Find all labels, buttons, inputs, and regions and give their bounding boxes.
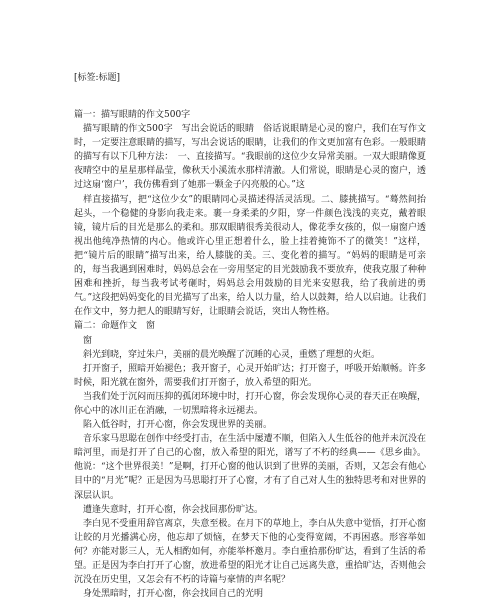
paragraph: 当我们处于沉闷而压抑的孤闭环境中时，打开心窗，你会发现你心灵的春天正在唤醒，你心中的冰川正在消融，一切黑暗将永远褪去。 [74,391,426,416]
tag-label: [标签:标题] [74,73,121,83]
paragraph: 身处黑暗时，打开心窗，你会找回自己的光明 [74,589,264,600]
section-heading: 篇一：描写眼睛的作文500字 [74,110,191,120]
document-body [74,108,426,601]
paragraph: 描写眼睛的作文500字 写出会说话的眼睛 俗话说眼睛是心灵的窗户，我们在写作文时，一定要注意眼睛的描写，写出会说话的眼睛，让我们的作文更加富有色彩。一般眼睛的描写有以下几种方法： 一、直接描写。“我眼前的这位少女异常美丽。一双大眼睛像夏夜晴空中的星星那样晶莹，像秋天小溪流水那样清澈。人们常说，眼睛是心灵的窗户，透过这扇‘窗户’，我仿佛看到了她那一颗金子闪亮般的心。”这 [74,124,426,191]
paragraph: 李白见不受重用辞官离京，失意至极。在月下的草地上，李白从失意中觉悟，打开心窗让皎的月光播满心房，他忘却了烦恼，在梦天下他的心变得宽阔，不再困惑。形容举如何？亦能对影三人，无人相酌如何，亦能举杯邀月。李白重拾那份旷达，看到了生活的希望。正是因为李白打开了心窗，放进希望的阳光才让自己远离失意，重拾旷达，否则他会沉没在历史里，又怎会有不朽的诗篇与豪情的声名呢？ [74,518,426,586]
paragraph: 样直接描写，把“这位少女”的眼睛同心灵描述得活灵活现。二、膝挑描写。“蓦然间抬起头，一个稳健的身影向我走来。裹一身柔柔的夕阳，穿一件颜色浅浅的夹克，戴着眼镜，镜片后的目光是那么的柔和。那双眼睛很秀美很动人，像花季女孩的，似一扇窗户透视出他纯净热情的内心。他或许心里正想着什么，脸上挂着掩饰不了的微笑！”这样，把“镜片后的眼睛”描写出来，给人膝胧的美。三、变化着的描写。“妈妈的眼睛是可亲的，每当我遇到困难时，妈妈总会在一旁用坚定的目光鼓励我不要放弃，使我克服了种种困难和挫折，每当我考试考砸时，妈妈总会用鼓励的目光来安慰我，给了我前进的勇气。”这段把妈妈变化的目光描写了出来，给人以力量，给人以鼓舞，给人以启迪。让我们在作文中，努力把人的眼睛写好，让眼睛会说话，突出人物性格。 [74,194,426,318]
paragraph: 遭逢失意时，打开心窗，你会找回那份旷达。 [74,504,264,515]
paragraph: 音乐家马思聪在创作中经受打击，在生活中屡遭不顺，但陷入人生低谷的他并未沉没在暗河里，而是打开了自己的心窗，放入希望的阳光，谱写了不朽的经典——《思乡曲》。他说：“这个世界很美！”是啊，打开心窗的他认识到了世界的美丽，否则，又怎会有他心目中的“月光”呢？正是因为马思聪打开了心窗，才有了自己对人生的独特思考和对世界的深层认识。 [74,434,426,501]
paragraph: 斜光到晓，穿过朱户，美丽的晨光唤醒了沉睡的心灵，重燃了理想的火炬。 [74,349,381,360]
paragraph: 窗 [74,335,93,346]
paragraph: 陷入低谷时，打开心窗，你会发现世界的美丽。 [74,420,273,431]
paragraph: 打开窗子，照暗开始褪色；我开窗子，心灵开始旷达；打开窗子，呼吸开始顺畅。许多时候，阳光就在窗外，需要我们打开窗子，放入希望的阳光。 [74,363,426,388]
section-heading: 篇二：命题作文 窗 [74,321,156,332]
